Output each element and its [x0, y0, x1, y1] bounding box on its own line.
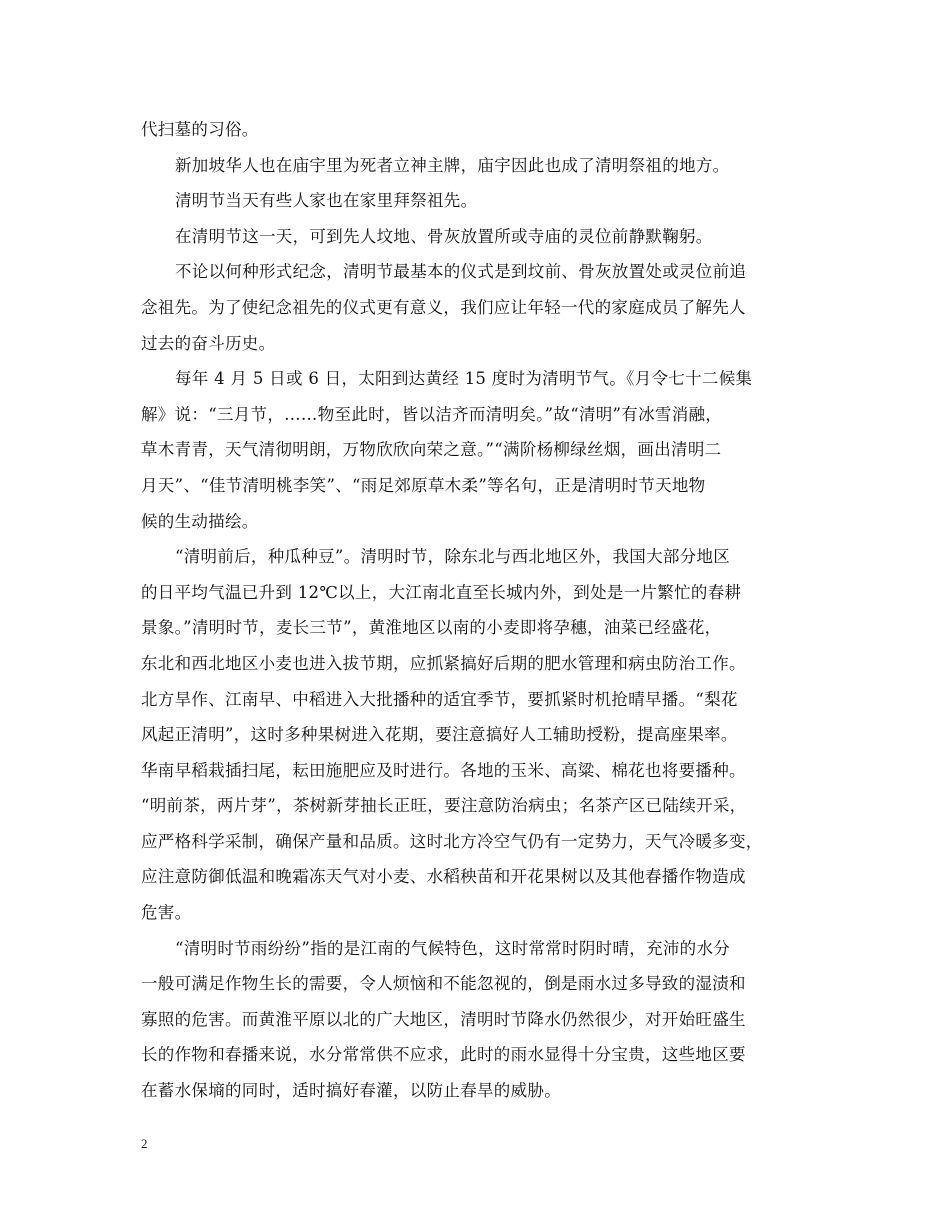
- text-line: 每年 4 月 5 日或 6 日，太阳到达黄经 15 度时为清明节气。《月令七十二候集: [175, 369, 753, 389]
- text-line: 东北和西北地区小麦也进入拔节期，应抓紧搞好后期的肥水管理和病虫防治工作。: [141, 653, 746, 673]
- text-line: “明前茶，两片芽”，茶树新芽抽长正旺，要注意防治病虫；名茶产区已陆续开采，: [141, 796, 747, 816]
- text-line: 解》说：“三月节，……物至此时，皆以洁齐而清明矣。”故“清明”有冰雪消融，: [141, 404, 723, 424]
- text-line: 应严格科学采制，确保产量和品质。这时北方冷空气仍有一定势力，天气冷暖多变，: [141, 831, 763, 851]
- text-line: 长的作物和春播来说，水分常常供不应求，此时的雨水显得十分宝贵，这些地区要: [141, 1045, 746, 1065]
- text-line: 不论以何种形式纪念，清明节最基本的仪式是到坟前、骨灰放置处或灵位前追: [175, 262, 747, 282]
- text-line: 风起正清明”，这时多种果树进入花期，要注意搞好人工辅助授粉，提高座果率。: [141, 725, 738, 745]
- text-line: 念祖先。为了使纪念祖先的仪式更有意义，我们应让年轻一代的家庭成员了解先人: [141, 297, 746, 317]
- text-line: “清明前后，种瓜种豆”。清明时节，除东北与西北地区外，我国大部分地区: [175, 547, 731, 567]
- text-line: 在蓄水保墒的同时，适时搞好春灌，以防止春旱的威胁。: [141, 1081, 561, 1101]
- text-line: 应注意防御低温和晚霜冻天气对小麦、水稻秧苗和开花果树以及其他春播作物造成: [141, 867, 746, 887]
- text-line: 的日平均气温已升到 12℃以上，大江南北直至长城内外，到处是一片繁忙的春耕: [141, 582, 742, 602]
- text-line: 草木青青，天气清彻明朗，万物欣欣向荣之意。”“满阶杨柳绿丝烟，画出清明二: [141, 440, 722, 460]
- text-line: 危害。: [141, 903, 192, 923]
- page-number: 2: [141, 1136, 148, 1151]
- text-line: 景象。”清明时节，麦长三节”，黄淮地区以南的小麦即将孕穗，油菜已经盛花，: [141, 618, 722, 638]
- text-line: 寡照的危害。而黄淮平原以北的广大地区，清明时节降水仍然很少，对开始旺盛生: [141, 1009, 746, 1029]
- text-line: “清明时节雨纷纷”指的是江南的气候特色，这时常常时阴时晴，充沛的水分: [175, 938, 731, 958]
- text-line: 华南早稻栽插扫尾，耘田施肥应及时进行。各地的玉米、高粱、棉花也将要播种。: [141, 760, 746, 780]
- text-line: 在清明节这一天，可到先人坟地、骨灰放置所或寺庙的灵位前静默鞠躬。: [175, 226, 713, 246]
- document-body: [141, 112, 817, 1109]
- text-line: 新加坡华人也在庙宇里为死者立神主牌，庙宇因此也成了清明祭祖的地方。: [175, 155, 730, 175]
- text-line: 清明节当天有些人家也在家里拜祭祖先。: [175, 191, 478, 211]
- text-line: 一般可满足作物生长的需要，令人烦恼和不能忽视的，倒是雨水过多导致的湿渍和: [141, 974, 746, 994]
- text-line: 代扫墓的习俗。: [141, 120, 259, 139]
- text-line: 过去的奋斗历史。: [141, 333, 276, 353]
- text-line: 月天”、“佳节清明桃李笑”、“雨足郊原草木柔”等名句，正是清明时节天地物: [141, 475, 706, 495]
- text-line: 北方旱作、江南早、中稻进入大批播种的适宜季节，要抓紧时机抢晴早播。“梨花: [141, 689, 738, 709]
- text-line: 候的生动描绘。: [141, 511, 259, 531]
